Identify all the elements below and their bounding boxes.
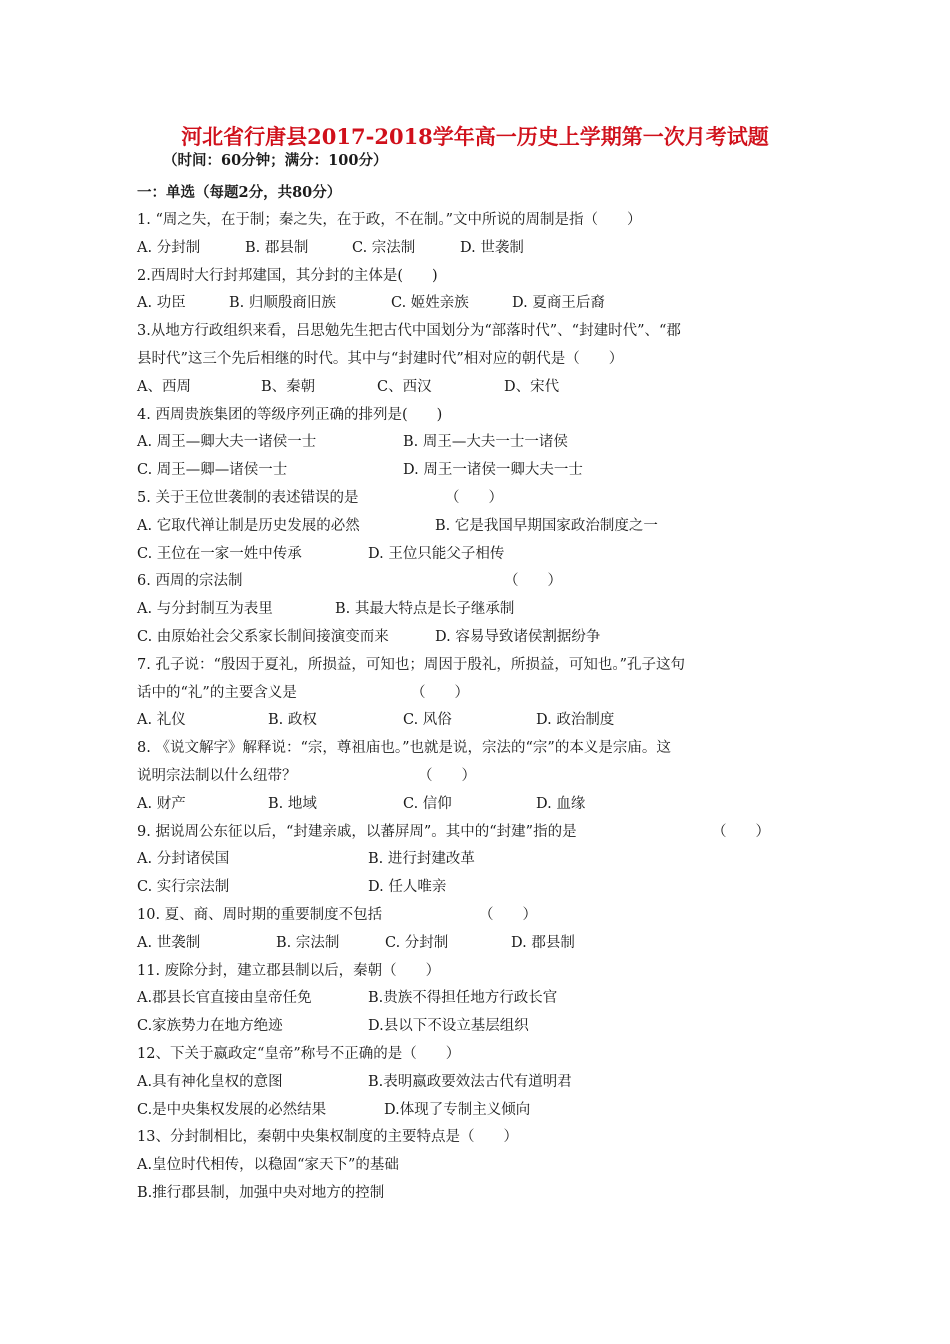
text-line [137,1152,822,1180]
line-text: 10. 夏、商、周时期的重要制度不包括 [137,906,383,923]
line-text: 9. 据说周公东征以后，“封建亲戚，以蕃屏周”。其中的“封建”指的是 [137,823,577,840]
text-line [137,624,822,652]
line-segment: D、宋代 [504,378,560,395]
text-line [137,1180,822,1208]
text-line [137,429,822,457]
line-segment: D. 政治制度 [536,712,615,729]
text-line [137,735,822,763]
line-segment: （ ） [712,823,770,840]
line-segment: C. 宗法制 [352,239,416,256]
section-heading: 一：单选（每题2分，共80分） [137,184,342,201]
line-segment: C. 分封制 [385,934,449,951]
text-line [137,819,822,847]
text-line [137,1097,822,1125]
line-segment: B.表明嬴政要效法古代有道明君 [368,1073,572,1090]
line-text: C. 实行宗法制 [137,879,230,896]
line-segment: D. 任人唯亲 [368,879,447,896]
line-text: 话中的“礼”的主要含义是 [137,684,297,701]
line-text: C.家族势力在地方绝迹 [137,1018,283,1035]
line-segment: （ ） [445,489,503,506]
text-line [137,846,822,874]
text-line [137,263,822,291]
line-text: A. 礼仪 [137,712,186,729]
line-segment: D. 世袭制 [460,239,524,256]
line-text: A.皇位时代相传，以稳固“家天下”的基础 [137,1157,399,1174]
line-segment: B、秦朝 [261,378,316,395]
text-line [137,568,822,596]
line-text: A. 世袭制 [137,934,201,951]
line-text: A、西周 [137,378,191,395]
line-segment: D. 王位只能父子相传 [368,545,505,562]
line-text: A. 财产 [137,795,186,812]
line-text: B.推行郡县制，加强中央对地方的控制 [137,1184,385,1201]
line-segment: C. 风俗 [403,712,452,729]
text-line [137,1069,822,1097]
text-line [137,791,822,819]
line-text: 说明宗法制以什么纽带？ [137,767,297,784]
text-line [137,485,822,513]
text-line [137,874,822,902]
line-segment: B.贵族不得担任地方行政长官 [368,990,558,1007]
line-segment: D. 容易导致诸侯割据纷争 [435,628,601,645]
line-text: 7. 孔子说：“殷因于夏礼，所损益，可知也；周因于殷礼，所损益，可知也。”孔子这句 [137,656,686,673]
line-segment: B. 周王—大夫一士一诸侯 [403,434,568,451]
text-line [137,958,822,986]
line-text: 县时代”这三个先后相继的时代。其中与“封建时代”相对应的朝代是（ ） [137,350,624,367]
text-line [137,763,822,791]
line-segment: （ ） [479,906,537,923]
line-text: A. 它取代禅让制是历史发展的必然 [137,517,360,534]
line-segment: D. 周王一诸侯一卿大夫一士 [403,462,583,479]
line-text: C. 王位在一家一姓中传承 [137,545,302,562]
text-line [137,596,822,624]
line-text: 12、下关于嬴政定“皇帝”称号不正确的是（ ） [137,1045,461,1062]
exam-subtitle: （时间：60分钟；满分：100分） [163,152,388,169]
line-segment: （ ） [504,573,562,590]
line-text: 2.西周时大行封邦建国，其分封的主体是( ) [137,267,438,284]
line-segment: C. 姬姓亲族 [391,295,469,312]
line-text: 6. 西周的宗法制 [137,573,243,590]
line-text: 13、分封制相比，秦朝中央集权制度的主要特点是（ ） [137,1129,518,1146]
line-segment: B. 宗法制 [276,934,340,951]
text-line [137,207,822,235]
text-line [137,541,822,569]
line-text: 1. “周之失，在于制；秦之失，在于政，不在制。”文中所说的周制是指（ ） [137,212,642,228]
line-segment: B. 进行封建改革 [368,851,475,868]
text-line [137,1124,822,1152]
line-segment: B. 郡县制 [245,239,309,256]
line-segment: （ ） [418,767,476,784]
line-text: A. 分封诸侯国 [137,851,230,868]
line-text: A. 与分封制互为表里 [137,601,273,618]
text-line [137,1041,822,1069]
line-text: A. 分封制 [137,239,201,256]
line-text: 5. 关于王位世袭制的表述错误的是 [137,489,359,506]
line-segment: D. 血缘 [536,795,586,812]
line-text: 11. 废除分封，建立郡县制以后，秦朝（ ） [137,962,441,979]
text-line [137,318,822,346]
line-text: A. 功臣 [137,295,186,312]
text-line [137,902,822,930]
text-line [137,652,822,680]
text-line [137,985,822,1013]
text-line [137,374,822,402]
line-segment: D. 夏商王后裔 [512,295,605,312]
text-line [137,680,822,708]
line-segment: B. 其最大特点是长子继承制 [335,601,515,618]
text-line [137,402,822,430]
line-segment: D.县以下不设立基层组织 [368,1018,529,1035]
text-line [137,707,822,735]
exam-title: 河北省行唐县2017-2018学年高一历史上学期第一次月考试题 [181,124,769,149]
text-line [137,290,822,318]
line-segment: B. 政权 [268,712,317,729]
text-line [137,513,822,541]
text-line [137,930,822,958]
line-text: 4. 西周贵族集团的等级序列正确的排列是( ) [137,406,443,423]
line-segment: B. 归顺殷商旧族 [229,295,336,312]
line-text: A.具有神化皇权的意图 [137,1073,283,1090]
line-text: C. 由原始社会父系家长制间接演变而来 [137,628,389,645]
text-line [137,1013,822,1041]
line-text: A. 周王—卿大夫一诸侯一士 [137,434,317,451]
line-text: 3.从地方行政组织来看，吕思勉先生把古代中国划分为“部落时代”、“封建时代”、“郡 [137,323,681,340]
text-line [137,346,822,374]
line-segment: B. 地域 [268,795,317,812]
line-segment: D. 郡县制 [511,934,575,951]
line-segment: C、西汉 [377,378,432,395]
text-line [137,457,822,485]
question-list [137,207,822,1208]
line-segment: C. 信仰 [403,795,452,812]
line-text: 8. 《说文解字》解释说：“宗，尊祖庙也。”也就是说，宗法的“宗”的本义是宗庙。这 [137,740,671,757]
line-text: C.是中央集权发展的必然结果 [137,1101,327,1118]
line-text: C. 周王—卿—诸侯一士 [137,462,288,479]
line-segment: B. 它是我国早期国家政治制度之一 [435,517,658,534]
line-segment: D.体现了专制主义倾向 [384,1101,531,1118]
text-line [137,235,822,263]
line-segment: （ ） [411,684,469,701]
line-text: A.郡县长官直接由皇帝任免 [137,990,312,1007]
